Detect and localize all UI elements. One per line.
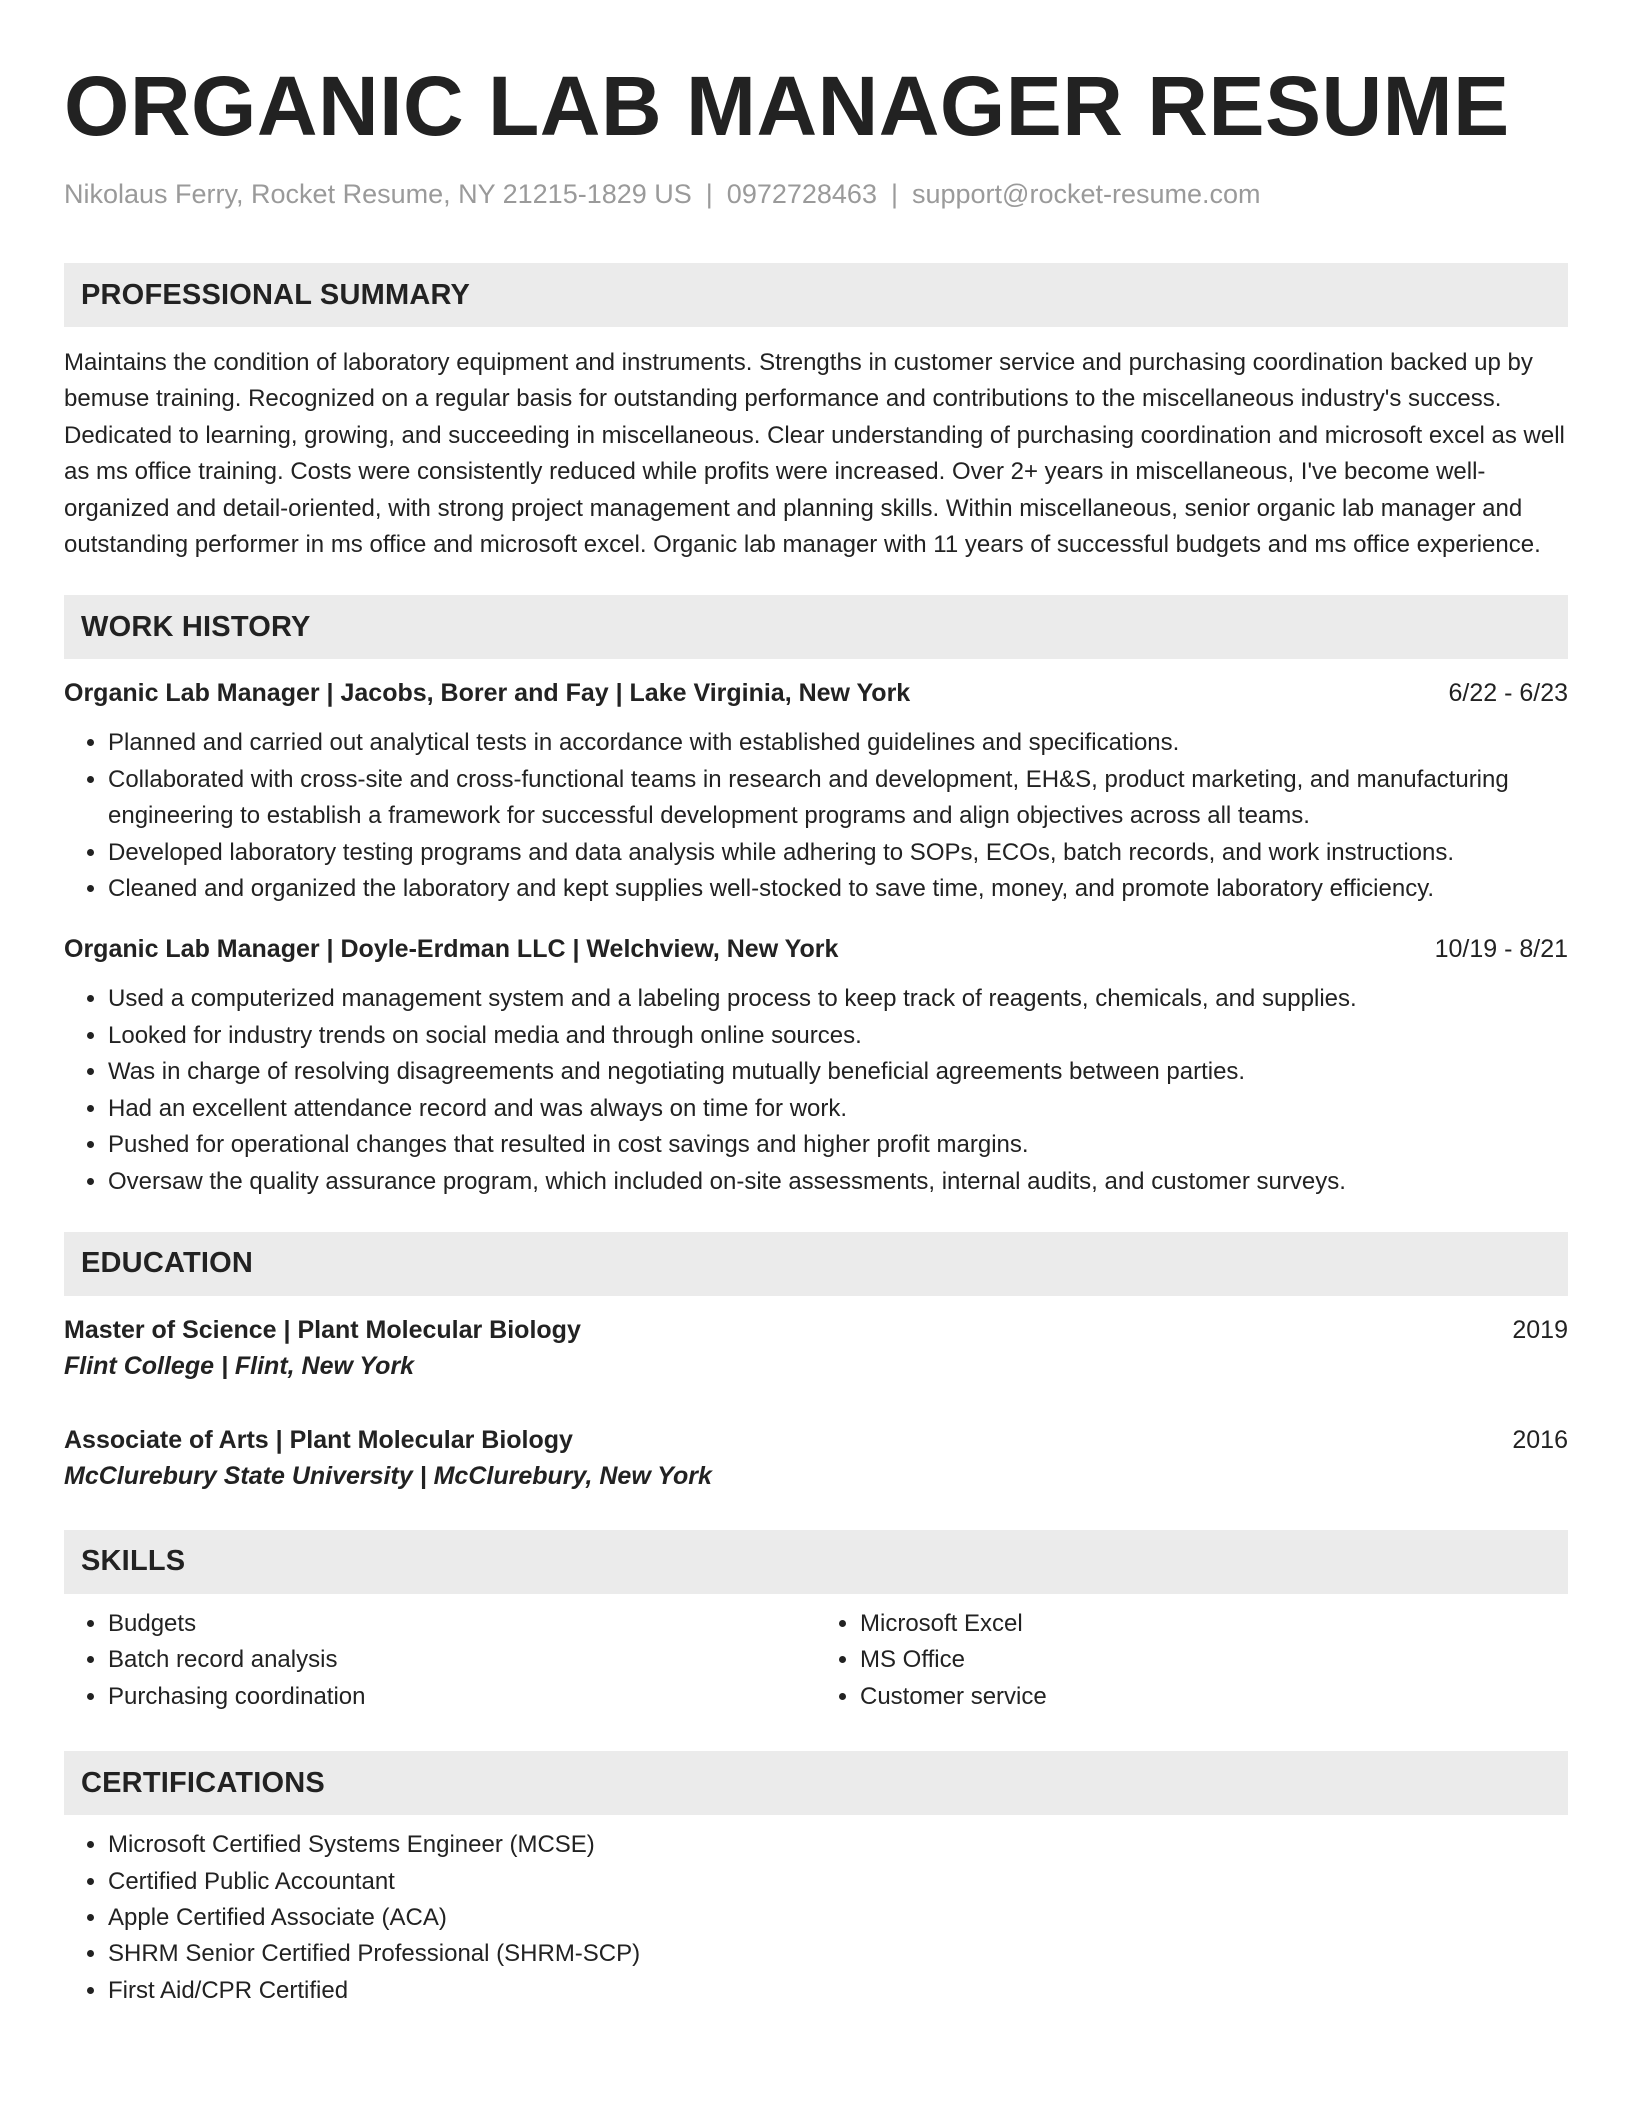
list-item: • Customer service xyxy=(860,1679,1568,1715)
job-dates: 6/22 - 6/23 xyxy=(1448,679,1568,708)
education-school: Flint College | Flint, New York xyxy=(64,1351,415,1380)
skills-grid xyxy=(64,1606,1568,1715)
education-degree: Associate of Arts | Plant Molecular Biology xyxy=(64,1425,573,1454)
contact-email: support@rocket-resume.com xyxy=(911,179,1261,209)
list-item: • Cleaned and organized the laboratory and kept supplies well-stocked to save time, money, and promote laboratory efficiency. xyxy=(108,871,1568,907)
list-item: • Used a computerized management system and a labeling process to keep track of reagents, chemicals, and supplies. xyxy=(108,981,1568,1017)
section-heading: PROFESSIONAL SUMMARY xyxy=(64,263,1568,327)
list-item: • Had an excellent attendance record and was always on time for work. xyxy=(108,1091,1568,1127)
job-header xyxy=(64,675,1568,711)
education-school: McClurebury State University | McClurebury, New York xyxy=(64,1461,712,1490)
section-heading: SKILLS xyxy=(64,1530,1568,1594)
summary-text: Maintains the condition of laboratory equipment and instruments. Strengths in customer service and purchasing coordination backed up by bemuse training. Recognized on a regular basis for outstanding performance and contributions to the miscellaneous industry's success. Dedicated to learning, growing, and succeeding in miscellaneous. Clear understanding of purchasing coordination and microsoft excel as well as ms office training. Costs were consistently reduced while profits were increased. Over 2+ years in miscellaneous, I've become well-organized and detail-oriented, with strong project management and planning skills. Within miscellaneous, senior organic lab manager and outstanding performer in ms office and microsoft excel. Organic lab manager with 11 years of successful budgets and ms office experience. xyxy=(64,349,1565,559)
list-item: • Apple Certified Associate (ACA) xyxy=(108,1900,1568,1936)
list-item: • Budgets xyxy=(108,1606,816,1642)
contact-line xyxy=(64,176,1568,212)
list-item: • Oversaw the quality assurance program, which included on-site assessments, internal audits, and customer surveys. xyxy=(108,1164,1568,1200)
list-item: • First Aid/CPR Certified xyxy=(108,1973,1568,2009)
education-header xyxy=(64,1422,1568,1458)
contact-phone: 0972728463 xyxy=(726,179,877,209)
job-entry xyxy=(64,931,1568,1199)
list-item: • Microsoft Excel xyxy=(860,1606,1568,1642)
skills-column-right xyxy=(816,1606,1568,1715)
job-bullets xyxy=(64,981,1568,1199)
list-item: • Pushed for operational changes that resulted in cost savings and higher profit margins. xyxy=(108,1127,1568,1163)
summary-section xyxy=(64,263,1568,563)
section-heading: WORK HISTORY xyxy=(64,595,1568,659)
education-section xyxy=(64,1232,1568,1494)
list-item: • MS Office xyxy=(860,1642,1568,1678)
job-title: Organic Lab Manager | Doyle-Erdman LLC | Welchview, New York xyxy=(64,935,839,964)
list-item: • Certified Public Accountant xyxy=(108,1864,1568,1900)
list-item: • Looked for industry trends on social media and through online sources. xyxy=(108,1018,1568,1054)
contact-address: Nikolaus Ferry, Rocket Resume, NY 21215-1829 US xyxy=(64,179,692,209)
page-title: ORGANIC LAB MANAGER RESUME xyxy=(64,59,1510,153)
education-entry xyxy=(64,1422,1568,1494)
list-item: • Batch record analysis xyxy=(108,1642,816,1678)
list-item: • SHRM Senior Certified Professional (SHRM-SCP) xyxy=(108,1936,1568,1972)
contact-separator: | xyxy=(890,179,898,209)
list-item: • Collaborated with cross-site and cross-functional teams in research and development, EH&S, product marketing, and manufacturing engineering to establish a framework for successful development programs and align objectives across all teams. xyxy=(108,762,1568,835)
education-year: 2016 xyxy=(1512,1425,1568,1454)
list-item: • Purchasing coordination xyxy=(108,1679,816,1715)
list-item: • Developed laboratory testing programs and data analysis while adhering to SOPs, ECOs, batch records, and work instructions. xyxy=(108,835,1568,871)
job-entry xyxy=(64,675,1568,907)
list-item: • Planned and carried out analytical tests in accordance with established guidelines and specifications. xyxy=(108,725,1568,761)
work-history-section xyxy=(64,595,1568,1199)
education-header xyxy=(64,1312,1568,1348)
job-bullets xyxy=(64,725,1568,907)
education-degree: Master of Science | Plant Molecular Biology xyxy=(64,1315,581,1344)
skills-section xyxy=(64,1530,1568,1715)
education-year: 2019 xyxy=(1512,1315,1568,1344)
list-item: • Microsoft Certified Systems Engineer (MCSE) xyxy=(108,1827,1568,1863)
certifications-list xyxy=(64,1827,1568,2009)
contact-separator: | xyxy=(705,179,713,209)
job-dates: 10/19 - 8/21 xyxy=(1434,935,1568,964)
skills-column-left xyxy=(64,1606,816,1715)
certifications-section xyxy=(64,1751,1568,2009)
education-entry xyxy=(64,1312,1568,1384)
section-heading: EDUCATION xyxy=(64,1232,1568,1296)
list-item: • Was in charge of resolving disagreements and negotiating mutually beneficial agreements between parties. xyxy=(108,1054,1568,1090)
job-title: Organic Lab Manager | Jacobs, Borer and Fay | Lake Virginia, New York xyxy=(64,679,911,708)
job-header xyxy=(64,931,1568,967)
section-heading: CERTIFICATIONS xyxy=(64,1751,1568,1815)
